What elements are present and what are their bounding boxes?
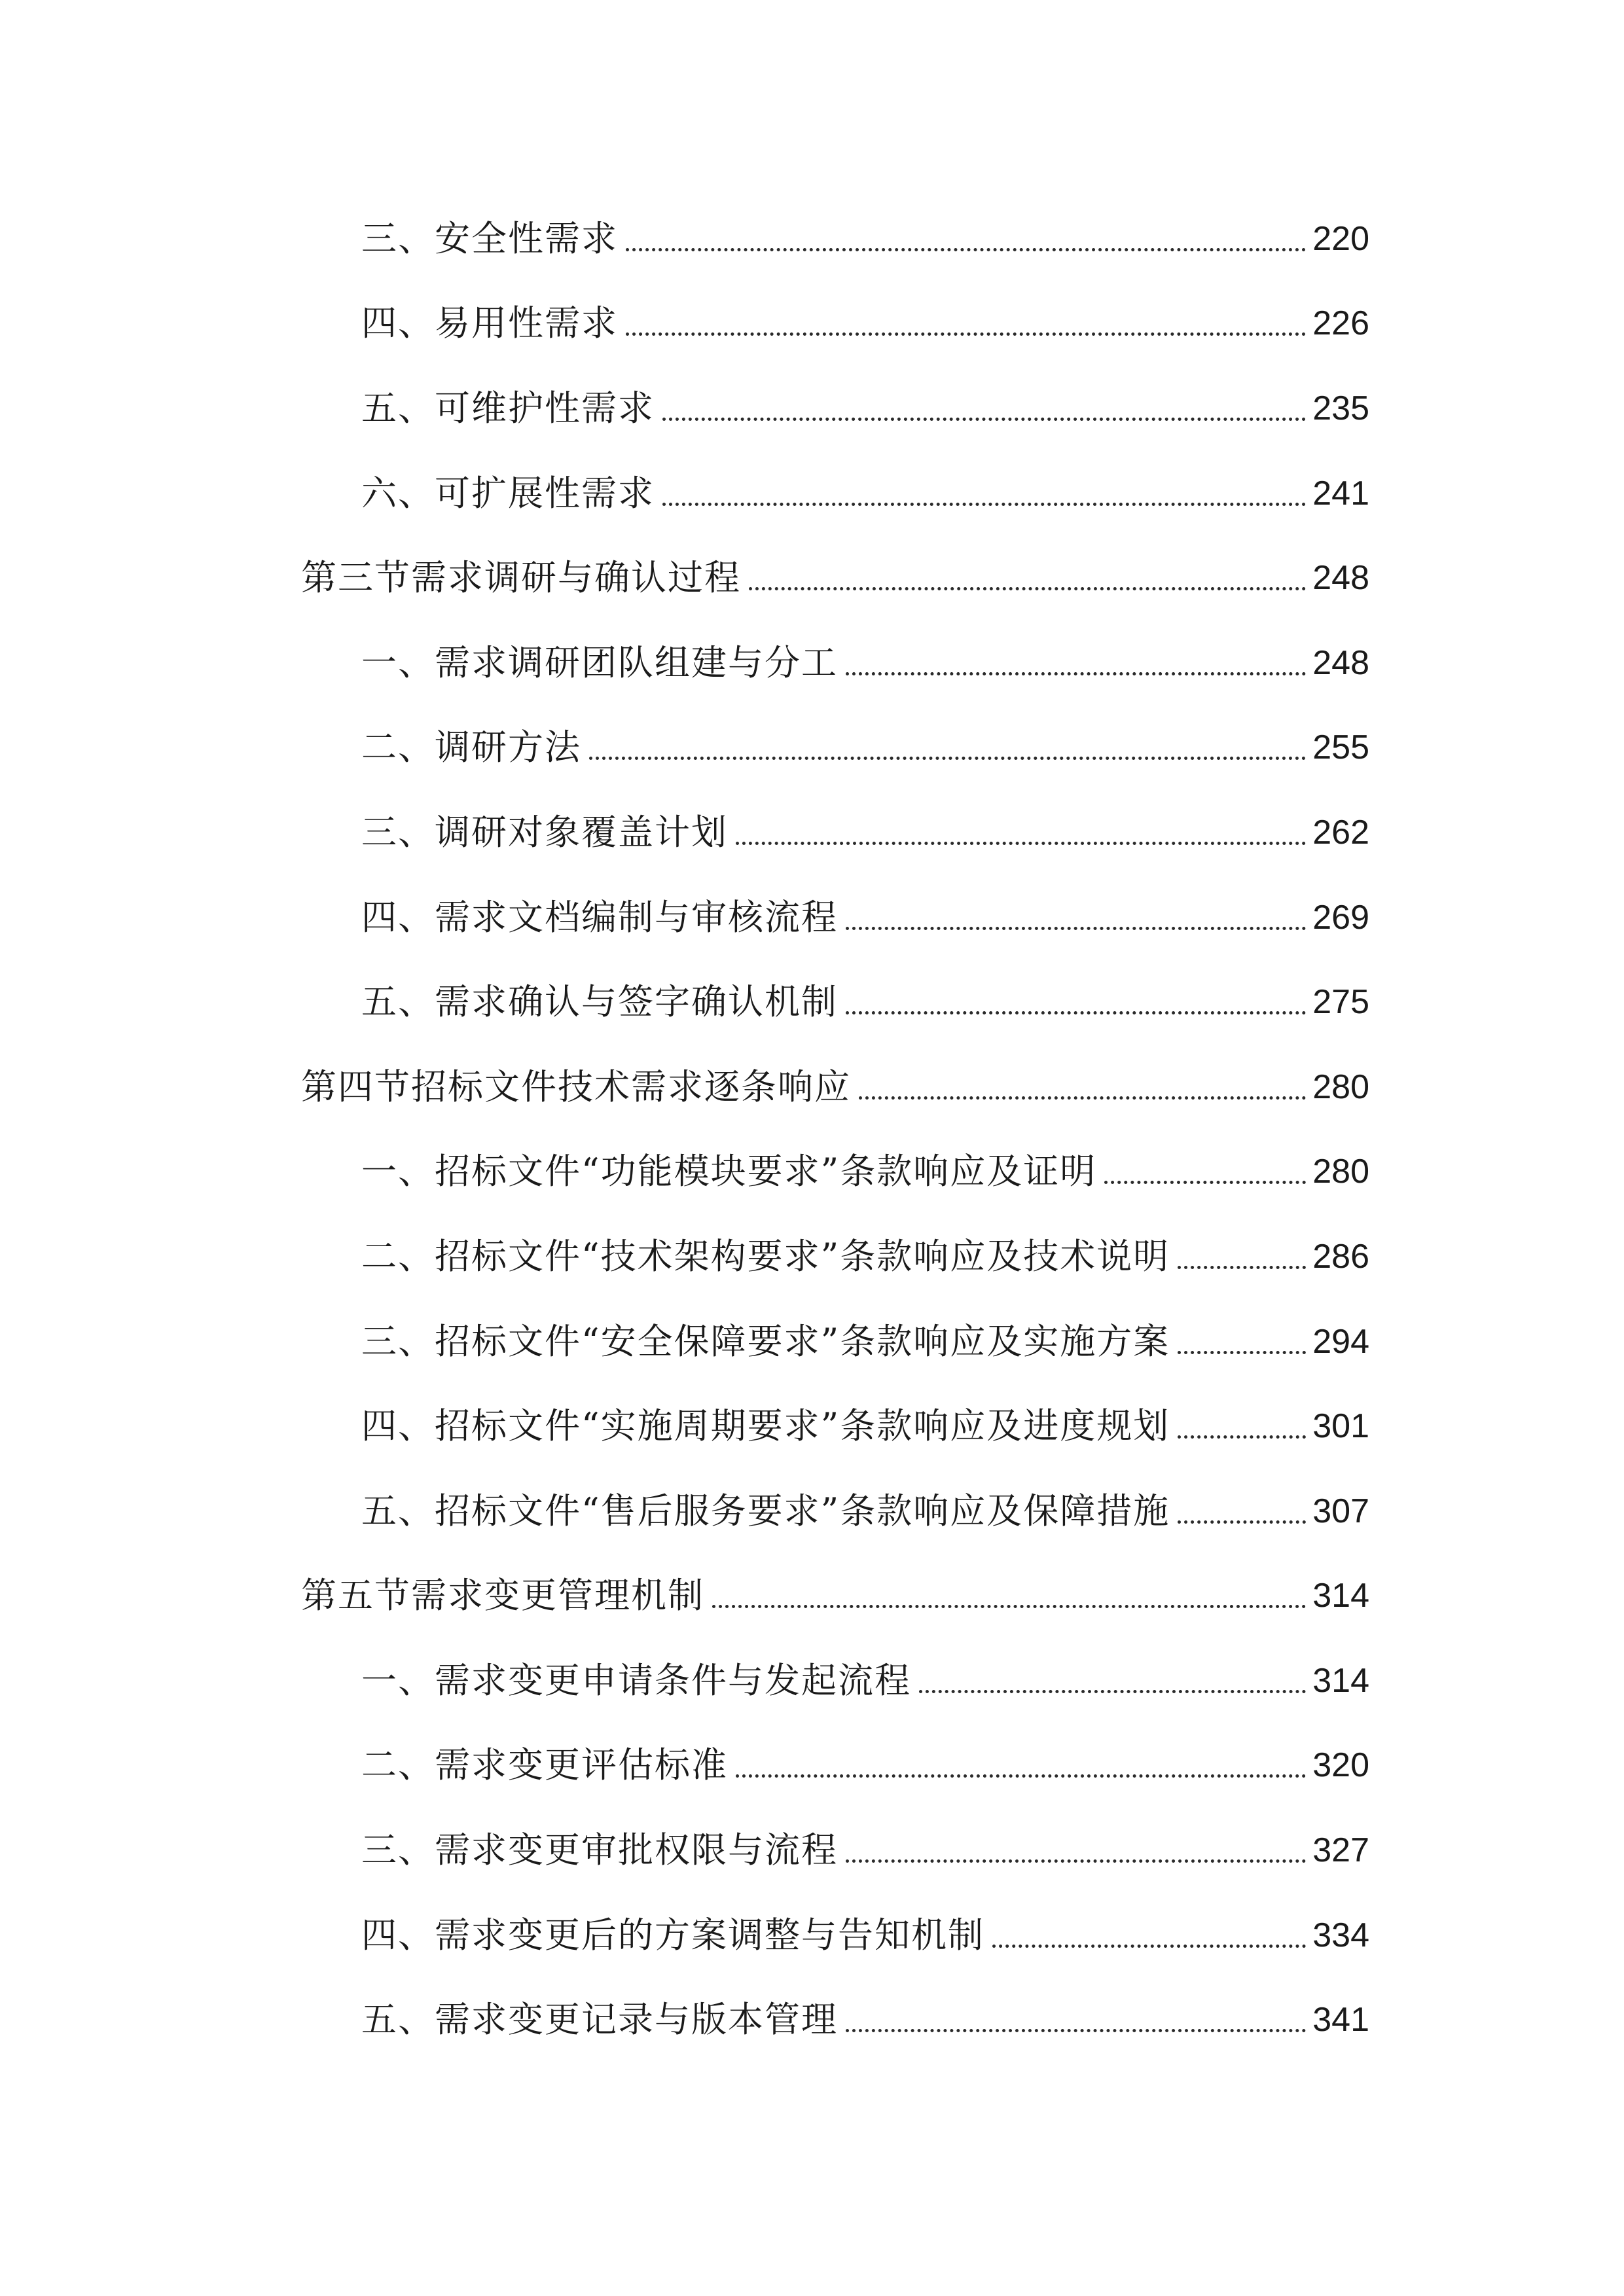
toc-entry-title: 第五节需求变更管理机制 bbox=[301, 1575, 704, 1617]
toc-entry[interactable] bbox=[301, 1723, 1369, 1808]
toc-page-number: 327 bbox=[1312, 1831, 1369, 1870]
toc-entry[interactable] bbox=[301, 451, 1369, 536]
toc-page-number: 226 bbox=[1312, 304, 1369, 343]
toc-dot-leader bbox=[859, 1069, 1306, 1105]
toc-page-number: 307 bbox=[1312, 1492, 1369, 1530]
toc-page-number: 294 bbox=[1312, 1322, 1369, 1361]
toc-page-number: 269 bbox=[1312, 898, 1369, 937]
toc-dot-leader bbox=[1178, 1239, 1306, 1274]
toc-entry[interactable] bbox=[301, 1130, 1369, 1215]
toc-entry-title: 六、可扩展性需求 bbox=[361, 472, 655, 514]
toc-entry-title: 三、需求变更审批权限与流程 bbox=[361, 1829, 838, 1871]
toc-entry-title: 一、需求变更申请条件与发起流程 bbox=[361, 1659, 911, 1701]
toc-section-entry[interactable] bbox=[301, 1045, 1369, 1130]
toc-page-number: 334 bbox=[1312, 1916, 1369, 1954]
toc-dot-leader bbox=[846, 1833, 1306, 1868]
toc-entry-title: 三、招标文件“安全保障要求”条款响应及实施方案 bbox=[361, 1320, 1170, 1362]
toc-dot-leader bbox=[712, 1578, 1306, 1613]
toc-entry[interactable] bbox=[301, 366, 1369, 451]
toc-entry-title: 四、需求文档编制与审核流程 bbox=[361, 896, 838, 938]
toc-entry-title: 二、招标文件“技术架构要求”条款响应及技术说明 bbox=[361, 1235, 1170, 1277]
toc-dot-leader bbox=[662, 391, 1306, 426]
toc-entry[interactable] bbox=[301, 1384, 1369, 1469]
toc-entry-title: 五、需求变更记录与版本管理 bbox=[361, 1999, 838, 2041]
toc-entry-title: 一、招标文件“功能模块要求”条款响应及证明 bbox=[361, 1151, 1097, 1193]
toc-page-number: 220 bbox=[1312, 219, 1369, 258]
toc-dot-leader bbox=[1178, 1324, 1306, 1359]
table-of-contents bbox=[301, 196, 1369, 2062]
toc-entry-title: 第三节需求调研与确认过程 bbox=[301, 557, 741, 599]
toc-dot-leader bbox=[1104, 1154, 1306, 1189]
toc-page-number: 280 bbox=[1312, 1153, 1369, 1191]
toc-entry[interactable] bbox=[301, 960, 1369, 1045]
toc-page-number: 248 bbox=[1312, 643, 1369, 682]
toc-page-number: 301 bbox=[1312, 1407, 1369, 1446]
toc-page-number: 241 bbox=[1312, 474, 1369, 512]
toc-entry-title: 五、需求确认与签字确认机制 bbox=[361, 981, 838, 1023]
toc-entry[interactable] bbox=[301, 1808, 1369, 1893]
toc-section-entry[interactable] bbox=[301, 1554, 1369, 1639]
toc-page-number: 235 bbox=[1312, 389, 1369, 427]
toc-dot-leader bbox=[589, 730, 1306, 765]
toc-entry-title: 一、需求调研团队组建与分工 bbox=[361, 641, 838, 683]
toc-dot-leader bbox=[846, 900, 1306, 935]
toc-entry[interactable] bbox=[301, 790, 1369, 875]
toc-dot-leader bbox=[846, 2002, 1306, 2037]
toc-page-number: 320 bbox=[1312, 1746, 1369, 1785]
toc-dot-leader bbox=[662, 476, 1306, 511]
toc-entry[interactable] bbox=[301, 196, 1369, 281]
toc-page-number: 275 bbox=[1312, 983, 1369, 1022]
toc-entry-title: 三、安全性需求 bbox=[361, 217, 618, 259]
toc-page-number: 248 bbox=[1312, 559, 1369, 598]
toc-dot-leader bbox=[992, 1918, 1306, 1953]
toc-entry[interactable] bbox=[301, 1214, 1369, 1299]
toc-entry[interactable] bbox=[301, 1977, 1369, 2062]
toc-entry[interactable] bbox=[301, 281, 1369, 367]
toc-entry-title: 四、招标文件“实施周期要求”条款响应及进度规划 bbox=[361, 1405, 1170, 1447]
toc-page-number: 314 bbox=[1312, 1577, 1369, 1615]
toc-dot-leader bbox=[749, 560, 1306, 596]
toc-entry-title: 三、调研对象覆盖计划 bbox=[361, 811, 728, 853]
toc-entry-title: 二、需求变更评估标准 bbox=[361, 1744, 728, 1786]
toc-entry[interactable] bbox=[301, 1893, 1369, 1978]
toc-dot-leader bbox=[626, 221, 1306, 257]
toc-entry-title: 二、调研方法 bbox=[361, 726, 581, 768]
toc-entry[interactable] bbox=[301, 706, 1369, 791]
toc-entry[interactable] bbox=[301, 1638, 1369, 1723]
toc-entry[interactable] bbox=[301, 1299, 1369, 1384]
toc-page-number: 255 bbox=[1312, 728, 1369, 767]
toc-entry-title: 五、招标文件“售后服务要求”条款响应及保障措施 bbox=[361, 1490, 1170, 1532]
toc-dot-leader bbox=[626, 306, 1306, 341]
toc-entry[interactable] bbox=[301, 620, 1369, 706]
toc-dot-leader bbox=[846, 645, 1306, 681]
toc-entry-title: 四、需求变更后的方案调整与告知机制 bbox=[361, 1914, 984, 1956]
toc-dot-leader bbox=[1178, 1494, 1306, 1529]
toc-entry[interactable] bbox=[301, 875, 1369, 960]
toc-page-number: 286 bbox=[1312, 1237, 1369, 1276]
toc-dot-leader bbox=[846, 984, 1306, 1020]
toc-page-number: 280 bbox=[1312, 1067, 1369, 1106]
toc-dot-leader bbox=[736, 1748, 1306, 1783]
toc-dot-leader bbox=[1178, 1408, 1306, 1444]
toc-entry[interactable] bbox=[301, 1469, 1369, 1554]
toc-page-number: 262 bbox=[1312, 813, 1369, 852]
toc-dot-leader bbox=[736, 815, 1306, 850]
toc-dot-leader bbox=[919, 1663, 1306, 1698]
toc-page-number: 341 bbox=[1312, 2001, 1369, 2039]
toc-entry-title: 五、可维护性需求 bbox=[361, 387, 655, 429]
toc-entry-title: 第四节招标文件技术需求逐条响应 bbox=[301, 1066, 851, 1107]
toc-section-entry[interactable] bbox=[301, 535, 1369, 620]
toc-page-number: 314 bbox=[1312, 1661, 1369, 1700]
toc-entry-title: 四、易用性需求 bbox=[361, 302, 618, 344]
